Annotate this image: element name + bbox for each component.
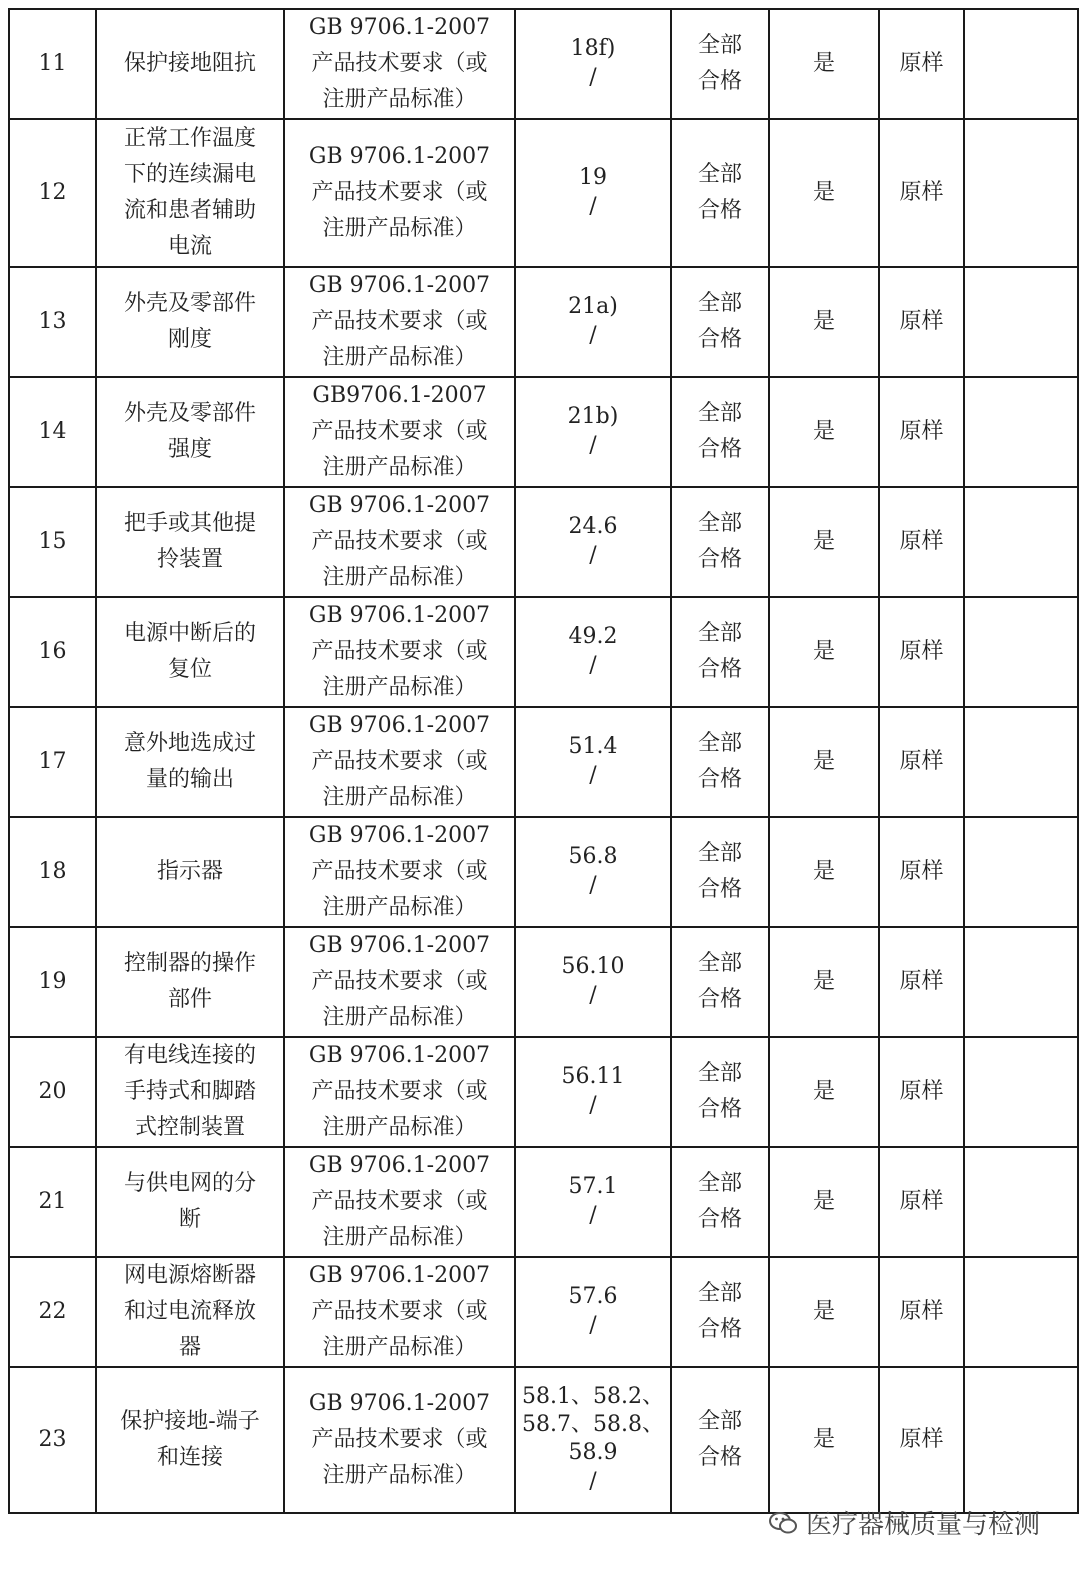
- cell-clause-sub: /: [589, 433, 597, 458]
- cell-standard: [284, 817, 515, 927]
- cell-standard: [284, 597, 515, 707]
- cell-standard-line: 产品技术要求（或: [311, 749, 488, 774]
- cell-result-line: 合格: [697, 877, 742, 902]
- table-row: [9, 707, 1078, 817]
- table-body: [9, 9, 1078, 1513]
- cell-standard-line: GB 9706.1-2007: [308, 144, 491, 169]
- cell-item-line: 保护接地阻抗: [123, 51, 256, 76]
- cell-item: [96, 597, 284, 707]
- cell-clause-sub: /: [589, 1203, 597, 1228]
- cell-item: [96, 1037, 284, 1147]
- cell-standard-line: 产品技术要求（或: [311, 1189, 488, 1214]
- cell-item: [96, 119, 284, 267]
- cell-sample: 原样: [879, 927, 964, 1037]
- cell-clause-sub: /: [589, 194, 597, 219]
- cell-item-line: 正常工作温度: [123, 126, 256, 151]
- cell-item-line: 网电源熔断器: [123, 1263, 256, 1288]
- table-row: [9, 597, 1078, 707]
- cell-flag: 是: [769, 9, 879, 119]
- cell-result: [671, 1147, 769, 1257]
- cell-item-line: 和连接: [156, 1445, 223, 1470]
- cell-clause-sub: /: [589, 65, 597, 90]
- cell-result-line: 全部: [697, 1409, 742, 1434]
- cell-result-line: 合格: [697, 1207, 742, 1232]
- cell-clause-line: 58.7、58.8、: [522, 1412, 664, 1437]
- cell-clause-line: 18f): [570, 36, 616, 61]
- cell-clause: [515, 487, 671, 597]
- cell-note: [964, 1367, 1078, 1513]
- cell-clause: [515, 817, 671, 927]
- cell-standard-line: 注册产品标准）: [322, 785, 477, 810]
- cell-standard: [284, 377, 515, 487]
- cell-standard-line: 注册产品标准）: [322, 565, 477, 590]
- cell-flag: 是: [769, 119, 879, 267]
- cell-flag: 是: [769, 1147, 879, 1257]
- cell-result-line: 全部: [697, 162, 742, 187]
- cell-clause: [515, 1257, 671, 1367]
- watermark: [768, 1504, 1040, 1541]
- cell-number: 18: [9, 817, 96, 927]
- cell-item-line: 手持式和脚踏: [123, 1079, 256, 1104]
- cell-item-line: 拎装置: [156, 547, 223, 572]
- cell-item: [96, 267, 284, 377]
- cell-item: [96, 927, 284, 1037]
- cell-clause-sub: /: [589, 323, 597, 348]
- cell-clause-line: 57.6: [568, 1284, 618, 1309]
- cell-standard-line: 产品技术要求（或: [311, 969, 488, 994]
- cell-item-line: 下的连续漏电: [123, 162, 256, 187]
- table-row: [9, 927, 1078, 1037]
- cell-standard-line: GB 9706.1-2007: [308, 1263, 491, 1288]
- cell-clause: [515, 1367, 671, 1513]
- cell-sample: 原样: [879, 817, 964, 927]
- cell-result: [671, 1257, 769, 1367]
- cell-flag: 是: [769, 597, 879, 707]
- cell-clause-sub: /: [589, 873, 597, 898]
- cell-standard: [284, 1037, 515, 1147]
- cell-result-line: 合格: [697, 987, 742, 1012]
- cell-standard-line: 注册产品标准）: [322, 675, 477, 700]
- cell-note: [964, 119, 1078, 267]
- cell-standard-line: GB 9706.1-2007: [308, 1043, 491, 1068]
- cell-clause: [515, 597, 671, 707]
- cell-item-line: 部件: [167, 987, 212, 1012]
- cell-clause-line: 57.1: [568, 1174, 618, 1199]
- cell-result-line: 合格: [697, 1097, 742, 1122]
- cell-clause: [515, 119, 671, 267]
- cell-note: [964, 9, 1078, 119]
- cell-standard-line: GB 9706.1-2007: [308, 713, 491, 738]
- cell-clause-sub: /: [589, 983, 597, 1008]
- cell-sample: 原样: [879, 1367, 964, 1513]
- cell-item-line: 器: [178, 1335, 201, 1360]
- cell-sample: 原样: [879, 119, 964, 267]
- cell-note: [964, 377, 1078, 487]
- cell-clause-sub: /: [589, 1313, 597, 1338]
- cell-result-line: 合格: [697, 327, 742, 352]
- inspection-table: [8, 8, 1079, 1514]
- cell-note: [964, 1147, 1078, 1257]
- cell-number: 16: [9, 597, 96, 707]
- cell-flag: 是: [769, 707, 879, 817]
- cell-result-line: 全部: [697, 511, 742, 536]
- cell-result-line: 全部: [697, 841, 742, 866]
- cell-flag: 是: [769, 1367, 879, 1513]
- watermark-text: 医疗器械质量与检测: [805, 1510, 1040, 1540]
- cell-result-line: 全部: [697, 1281, 742, 1306]
- cell-result: [671, 267, 769, 377]
- cell-number: 11: [9, 9, 96, 119]
- cell-standard-line: GB 9706.1-2007: [308, 1391, 491, 1416]
- cell-item-line: 电源中断后的: [123, 621, 256, 646]
- cell-clause-line: 58.1、58.2、: [522, 1384, 664, 1409]
- cell-number: 13: [9, 267, 96, 377]
- cell-result-line: 合格: [697, 547, 742, 572]
- cell-standard-line: GB 9706.1-2007: [308, 933, 491, 958]
- cell-standard-line: GB9706.1-2007: [312, 383, 487, 408]
- cell-clause-sub: /: [589, 763, 597, 788]
- cell-item-line: 强度: [167, 437, 212, 462]
- cell-item-line: 保护接地-端子: [120, 1409, 260, 1434]
- cell-item: [96, 487, 284, 597]
- cell-sample: 原样: [879, 597, 964, 707]
- cell-result: [671, 707, 769, 817]
- cell-standard: [284, 9, 515, 119]
- cell-item-line: 断: [178, 1207, 201, 1232]
- cell-result-line: 全部: [697, 1061, 742, 1086]
- cell-result: [671, 487, 769, 597]
- cell-result-line: 合格: [697, 1317, 742, 1342]
- cell-standard: [284, 1367, 515, 1513]
- cell-item: [96, 1367, 284, 1513]
- cell-number: 14: [9, 377, 96, 487]
- wechat-icon: [768, 1510, 798, 1536]
- cell-note: [964, 817, 1078, 927]
- cell-result-line: 合格: [697, 437, 742, 462]
- cell-standard-line: GB 9706.1-2007: [308, 1153, 491, 1178]
- cell-flag: 是: [769, 927, 879, 1037]
- cell-item-line: 外壳及零部件: [123, 291, 256, 316]
- cell-clause: [515, 9, 671, 119]
- cell-standard-line: 注册产品标准）: [322, 1335, 477, 1360]
- cell-clause: [515, 267, 671, 377]
- cell-standard-line: 注册产品标准）: [322, 455, 477, 480]
- cell-flag: 是: [769, 267, 879, 377]
- table-row: [9, 1037, 1078, 1147]
- cell-result-line: 全部: [697, 731, 742, 756]
- cell-clause: [515, 927, 671, 1037]
- cell-standard-line: GB 9706.1-2007: [308, 273, 491, 298]
- cell-number: 22: [9, 1257, 96, 1367]
- cell-result: [671, 817, 769, 927]
- cell-standard-line: 产品技术要求（或: [311, 1299, 488, 1324]
- cell-result-line: 全部: [697, 951, 742, 976]
- cell-clause-line: 19: [578, 165, 607, 190]
- cell-standard-line: 注册产品标准）: [322, 895, 477, 920]
- cell-standard-line: 注册产品标准）: [322, 1463, 477, 1488]
- cell-standard-line: GB 9706.1-2007: [308, 15, 491, 40]
- cell-item: [96, 817, 284, 927]
- cell-clause: [515, 1147, 671, 1257]
- cell-flag: 是: [769, 487, 879, 597]
- table-row: [9, 267, 1078, 377]
- cell-standard: [284, 1257, 515, 1367]
- cell-number: 17: [9, 707, 96, 817]
- cell-note: [964, 1037, 1078, 1147]
- cell-item-line: 和过电流释放: [123, 1299, 256, 1324]
- cell-sample: 原样: [879, 1037, 964, 1147]
- cell-standard-line: 产品技术要求（或: [311, 419, 488, 444]
- cell-item-line: 式控制装置: [134, 1115, 245, 1140]
- cell-standard-line: 产品技术要求（或: [311, 309, 488, 334]
- cell-note: [964, 597, 1078, 707]
- cell-standard: [284, 119, 515, 267]
- cell-result-line: 全部: [697, 401, 742, 426]
- cell-item-line: 刚度: [167, 327, 212, 352]
- table-row: [9, 487, 1078, 597]
- cell-note: [964, 927, 1078, 1037]
- cell-item: [96, 377, 284, 487]
- cell-item-line: 有电线连接的: [123, 1043, 256, 1068]
- table-row: [9, 9, 1078, 119]
- cell-clause: [515, 1037, 671, 1147]
- cell-number: 12: [9, 119, 96, 267]
- cell-clause-line: 56.11: [561, 1064, 625, 1089]
- cell-clause-line: 58.9: [568, 1440, 618, 1465]
- cell-standard: [284, 487, 515, 597]
- cell-result: [671, 1037, 769, 1147]
- cell-sample: 原样: [879, 1257, 964, 1367]
- table-row: [9, 119, 1078, 267]
- cell-standard-line: 注册产品标准）: [322, 345, 477, 370]
- cell-result: [671, 927, 769, 1037]
- cell-result-line: 全部: [697, 621, 742, 646]
- cell-result: [671, 9, 769, 119]
- cell-sample: 原样: [879, 9, 964, 119]
- cell-standard-line: 产品技术要求（或: [311, 180, 488, 205]
- cell-flag: 是: [769, 1037, 879, 1147]
- cell-standard-line: 产品技术要求（或: [311, 1079, 488, 1104]
- cell-item-line: 指示器: [156, 859, 223, 884]
- cell-result-line: 合格: [697, 198, 742, 223]
- cell-standard-line: 产品技术要求（或: [311, 529, 488, 554]
- cell-item-line: 把手或其他提: [123, 511, 256, 536]
- cell-flag: 是: [769, 1257, 879, 1367]
- cell-note: [964, 267, 1078, 377]
- cell-result-line: 全部: [697, 291, 742, 316]
- cell-item-line: 电流: [167, 234, 212, 259]
- cell-standard: [284, 1147, 515, 1257]
- cell-standard-line: 注册产品标准）: [322, 87, 477, 112]
- cell-clause-sub: /: [589, 1469, 597, 1494]
- cell-item: [96, 707, 284, 817]
- cell-standard-line: 产品技术要求（或: [311, 639, 488, 664]
- cell-sample: 原样: [879, 267, 964, 377]
- cell-sample: 原样: [879, 1147, 964, 1257]
- cell-clause-line: 21a): [568, 294, 618, 319]
- cell-clause-line: 56.10: [561, 954, 625, 979]
- cell-result-line: 合格: [697, 767, 742, 792]
- cell-clause-line: 49.2: [568, 624, 618, 649]
- cell-item: [96, 1147, 284, 1257]
- table-row: [9, 817, 1078, 927]
- cell-sample: 原样: [879, 707, 964, 817]
- cell-standard-line: GB 9706.1-2007: [308, 603, 491, 628]
- cell-result-line: 合格: [697, 657, 742, 682]
- cell-number: 19: [9, 927, 96, 1037]
- cell-note: [964, 707, 1078, 817]
- cell-item-line: 控制器的操作: [123, 951, 256, 976]
- cell-clause-sub: /: [589, 1093, 597, 1118]
- cell-number: 23: [9, 1367, 96, 1513]
- cell-standard-line: GB 9706.1-2007: [308, 823, 491, 848]
- table-row: [9, 1147, 1078, 1257]
- table-row: [9, 377, 1078, 487]
- table-row: [9, 1257, 1078, 1367]
- cell-clause: [515, 377, 671, 487]
- cell-item: [96, 9, 284, 119]
- cell-standard-line: 产品技术要求（或: [311, 1427, 488, 1452]
- cell-result: [671, 377, 769, 487]
- cell-clause-line: 51.4: [568, 734, 618, 759]
- cell-result-line: 合格: [697, 69, 742, 94]
- cell-result-line: 全部: [697, 33, 742, 58]
- cell-standard: [284, 707, 515, 817]
- cell-item: [96, 1257, 284, 1367]
- cell-clause-sub: /: [589, 543, 597, 568]
- cell-result-line: 全部: [697, 1171, 742, 1196]
- cell-note: [964, 1257, 1078, 1367]
- table-row: [9, 1367, 1078, 1513]
- cell-sample: 原样: [879, 377, 964, 487]
- cell-result: [671, 119, 769, 267]
- cell-number: 15: [9, 487, 96, 597]
- cell-clause-line: 21b): [567, 404, 619, 429]
- cell-standard-line: 注册产品标准）: [322, 1005, 477, 1030]
- cell-clause-sub: /: [589, 653, 597, 678]
- cell-clause-line: 56.8: [568, 844, 618, 869]
- cell-flag: 是: [769, 377, 879, 487]
- cell-standard-line: 注册产品标准）: [322, 216, 477, 241]
- cell-sample: 原样: [879, 487, 964, 597]
- cell-number: 21: [9, 1147, 96, 1257]
- cell-item-line: 意外地选成过: [123, 731, 256, 756]
- cell-result-line: 合格: [697, 1445, 742, 1470]
- cell-result: [671, 1367, 769, 1513]
- cell-item-line: 外壳及零部件: [123, 401, 256, 426]
- cell-item-line: 量的输出: [145, 767, 234, 792]
- cell-item-line: 复位: [167, 657, 212, 682]
- cell-standard: [284, 927, 515, 1037]
- cell-standard: [284, 267, 515, 377]
- cell-result: [671, 597, 769, 707]
- cell-item-line: 与供电网的分: [123, 1171, 256, 1196]
- cell-number: 20: [9, 1037, 96, 1147]
- cell-standard-line: 注册产品标准）: [322, 1115, 477, 1140]
- cell-standard-line: 产品技术要求（或: [311, 51, 488, 76]
- cell-standard-line: GB 9706.1-2007: [308, 493, 491, 518]
- cell-clause: [515, 707, 671, 817]
- cell-clause-line: 24.6: [568, 514, 618, 539]
- cell-standard-line: 注册产品标准）: [322, 1225, 477, 1250]
- cell-item-line: 流和患者辅助: [123, 198, 256, 223]
- cell-note: [964, 487, 1078, 597]
- cell-flag: 是: [769, 817, 879, 927]
- cell-standard-line: 产品技术要求（或: [311, 859, 488, 884]
